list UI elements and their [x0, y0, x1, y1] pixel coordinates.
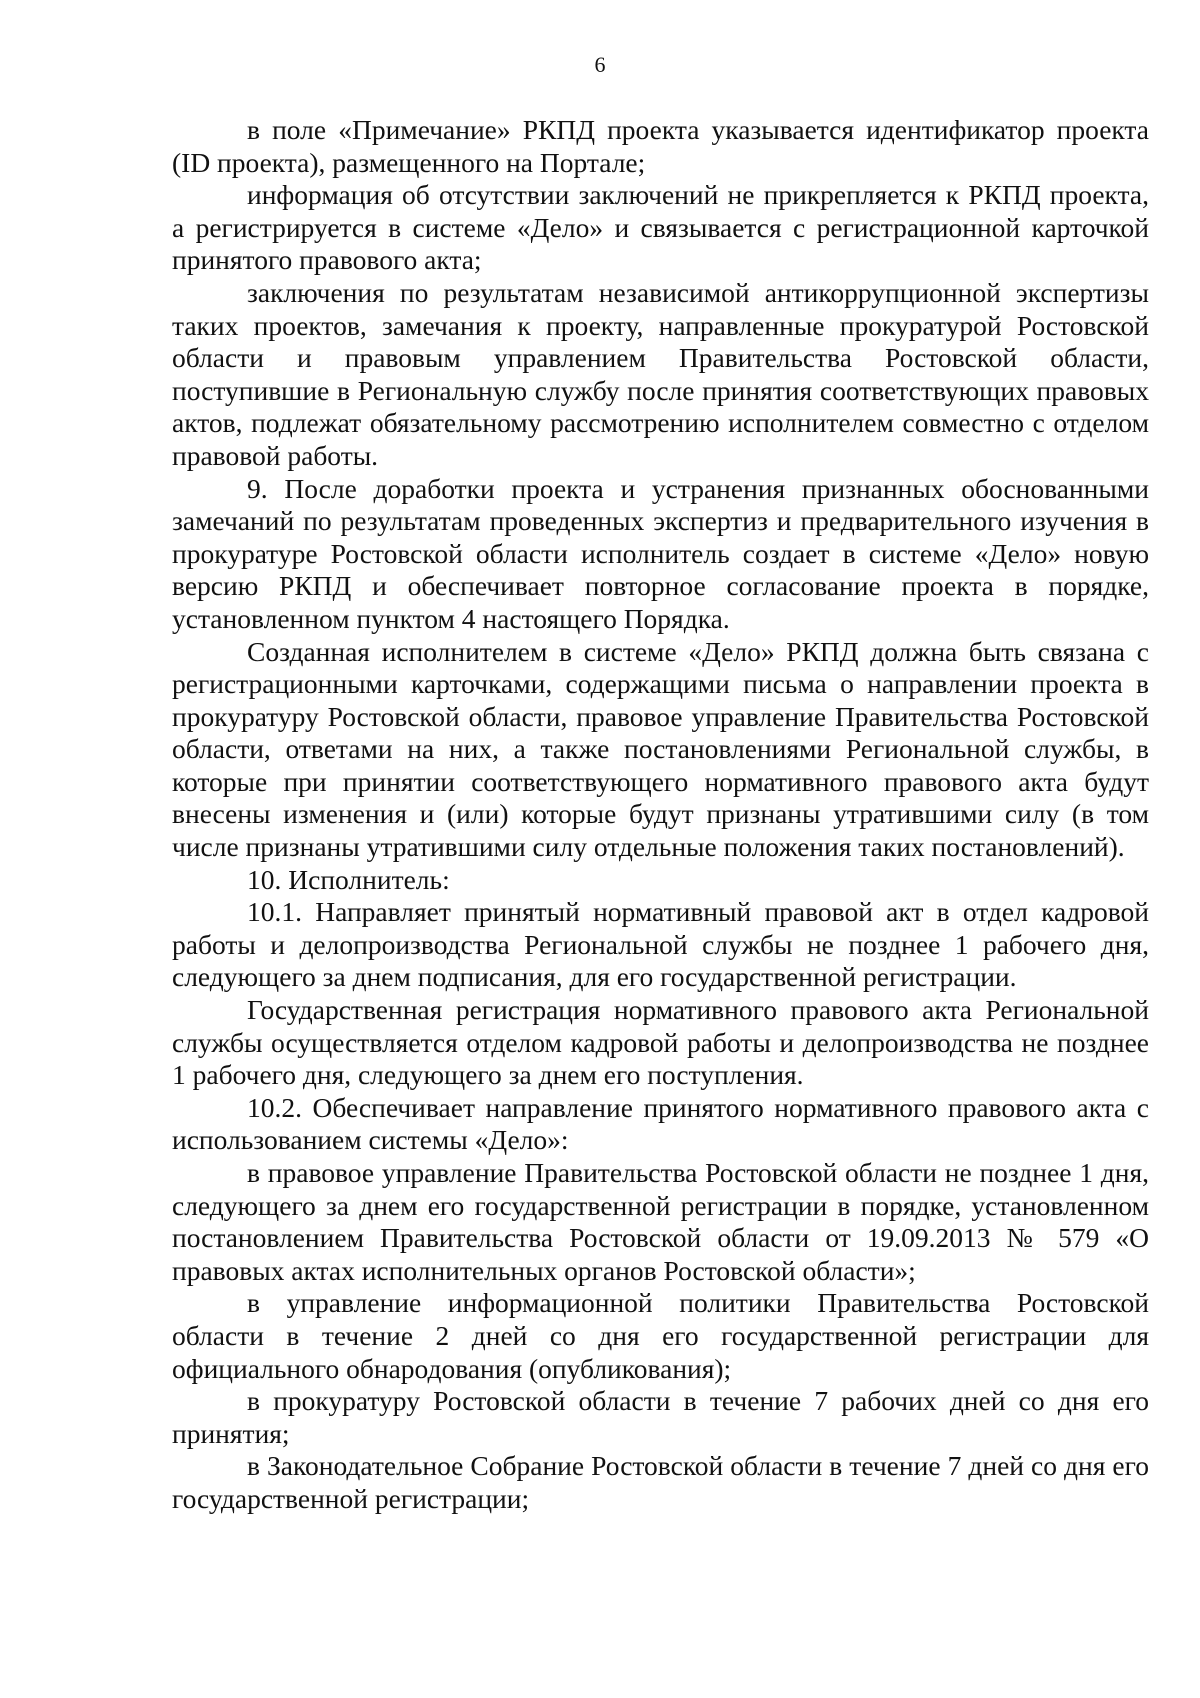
paragraph-prosecutor: в прокуратуру Ростовской области в течение 7 рабочих дней со дня его принятия;	[172, 1385, 1149, 1449]
paragraph-item-10-2: 10.2. Обеспечивает направление принятого нормативного правового акта с использованием системы «Дело»:	[172, 1091, 1149, 1156]
paragraph-note-field: в поле «Примечание» РКПД проекта указывается идентификатор проекта (ID проекта), размещенного на Портале;	[172, 114, 1149, 178]
paragraph-rkpd-links: Созданная исполнителем в системе «Дело» РКПД должна быть связана с регистрационными карточками, содержащими письма о направлении проекта в прокуратуру Ростовской области, правовое управление Правительства Ростовской области, ответами на них, а также постановлениями Региональной службы, в которые при принятии соответствующего нормативного правового акта будут внесены изменения и (или) которые будут признаны утратившими силу (в том числе признаны утратившими силу отдельные положения таких постановлений).	[172, 635, 1149, 863]
paragraph-item-9: 9. После доработки проекта и устранения признанных обоснованными замечаний по результатам проведенных экспертиз и предварительного изучения в прокуратуре Ростовской области исполнитель создает в системе «Дело» новую версию РКПД и обеспечивает повторное согласование проекта в порядке, установленном пунктом 4 настоящего Порядка.	[172, 472, 1149, 634]
paragraph-item-10-1: 10.1. Направляет принятый нормативный правовой акт в отдел кадровой работы и делопроизводства Региональной службы не позднее 1 рабочего дня, следующего за днем подписания, для его государственной регистрации.	[172, 896, 1149, 993]
paragraph-information-policy: в управление информационной политики Правительства Ростовской области в течение 2 дней со дня его государственной регистрации для официального обнародования (опубликования);	[172, 1287, 1149, 1384]
paragraph-expertise-conclusions: заключения по результатам независимой антикоррупционной экспертизы таких проектов, замечания к проекту, направленные прокуратурой Ростовской области и правовым управлением Правительства Ростовской области, поступившие в Региональную службу после принятия соответствующих правовых актов, подлежат обязательному рассмотрению исполнителем совместно с отделом правовой работы.	[172, 276, 1149, 471]
page-number: 6	[594, 52, 606, 77]
paragraph-legal-department: в правовое управление Правительства Ростовской области не позднее 1 дня, следующего за днем его государственной регистрации в порядке, установленном постановлением Правительства Ростовской области от 19.09.2013 № 579 «О правовых актах исполнительных органов Ростовской области»;	[172, 1157, 1149, 1286]
document-body	[172, 114, 1149, 1516]
paragraph-no-conclusions: информация об отсутствии заключений не прикрепляется к РКПД проекта, а регистрируется в системе «Дело» и связывается с регистрационной карточкой принятого правового акта;	[172, 179, 1149, 276]
paragraph-legislative-assembly: в Законодательное Собрание Ростовской области в течение 7 дней со дня его государственной регистрации;	[172, 1450, 1149, 1514]
paragraph-state-registration: Государственная регистрация нормативного правового акта Региональной службы осуществляется отделом кадровой работы и делопроизводства не позднее 1 рабочего дня, следующего за днем его поступления.	[172, 994, 1149, 1091]
paragraph-item-10: 10. Исполнитель:	[247, 863, 450, 895]
